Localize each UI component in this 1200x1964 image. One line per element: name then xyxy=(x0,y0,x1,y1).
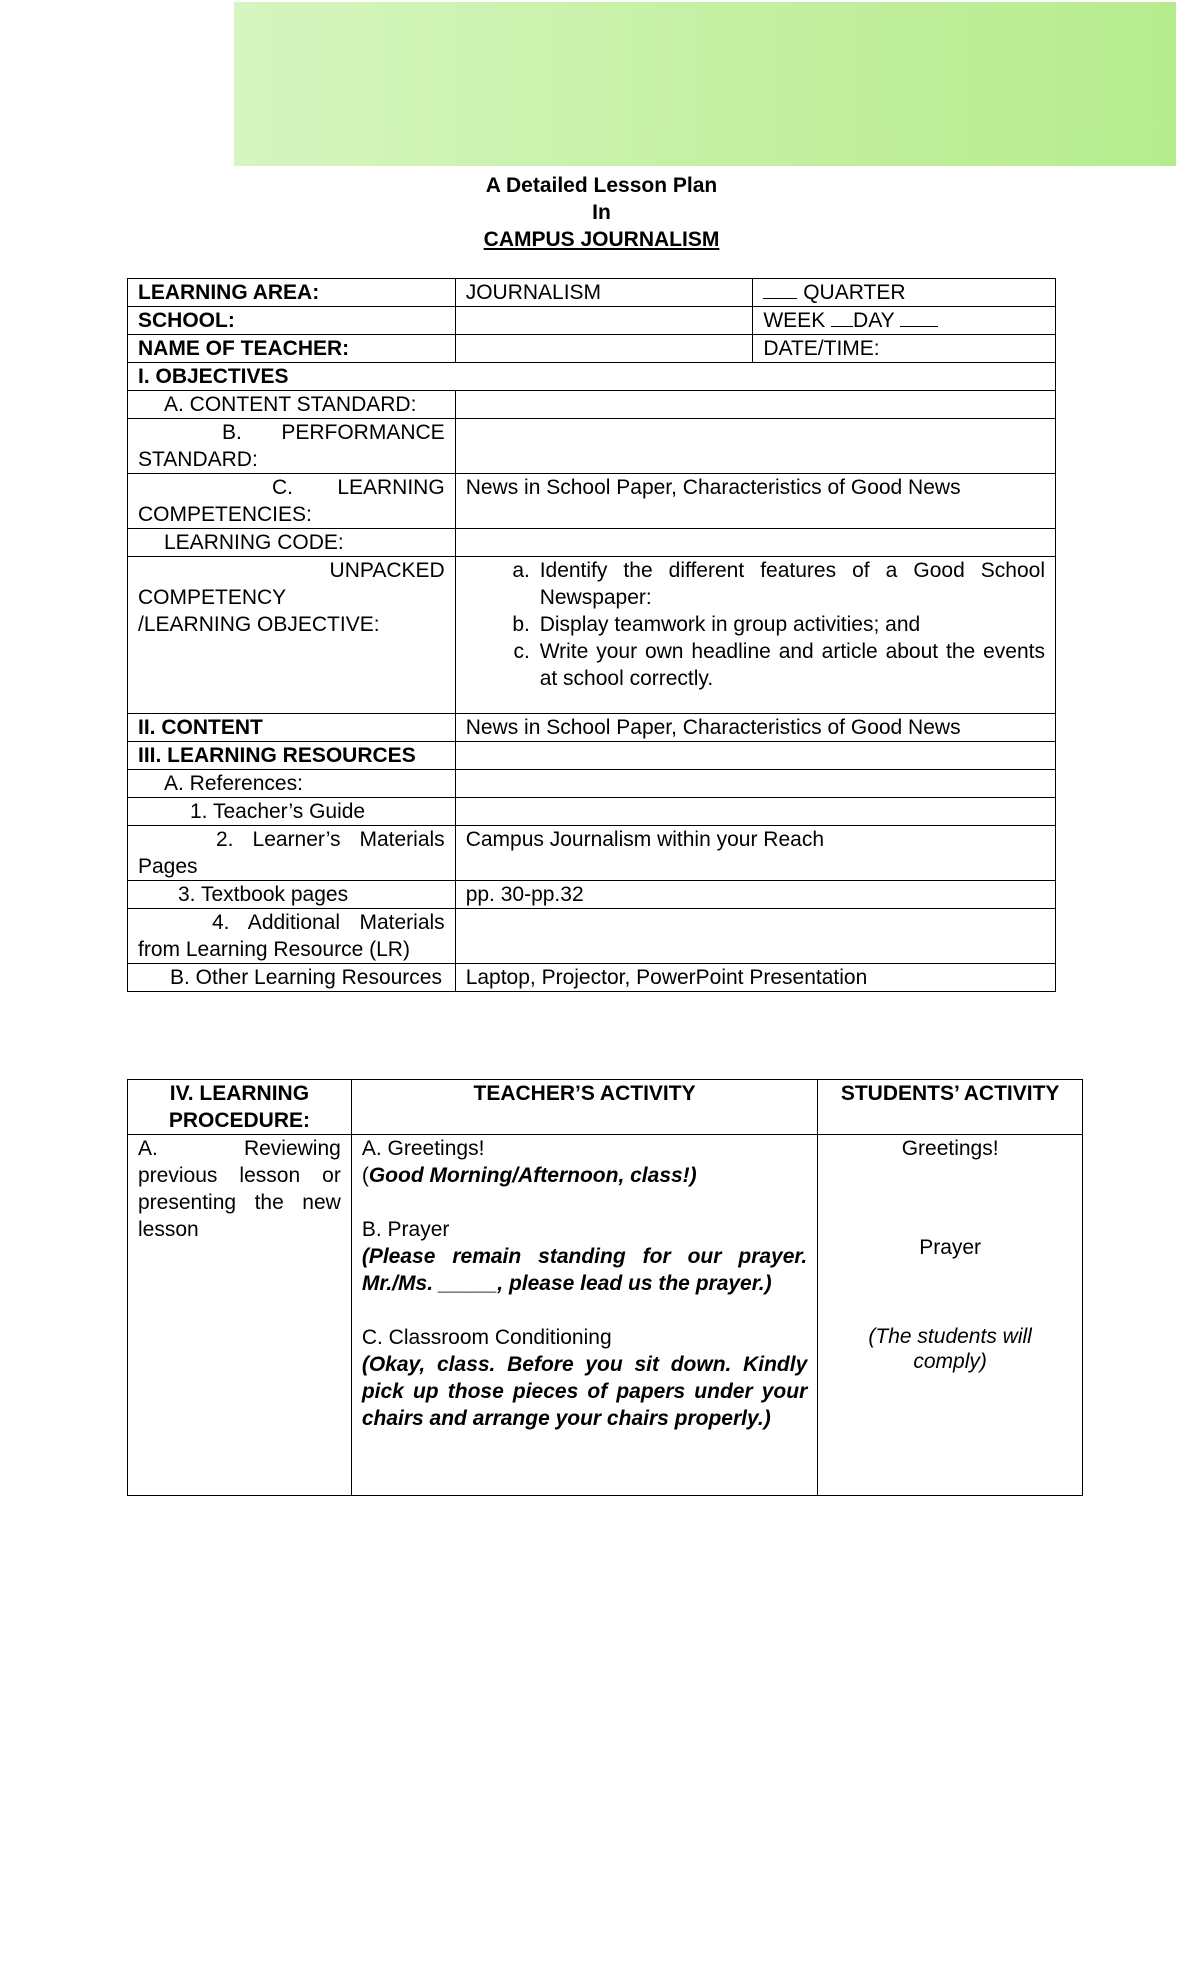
week-day-cell xyxy=(753,307,1056,335)
lesson-info-table xyxy=(127,278,1056,992)
step-label: A. Reviewing previous lesson or presenting the new lesson xyxy=(128,1135,352,1496)
content-standard-label: A. CONTENT STANDARD: xyxy=(128,391,456,419)
day-label: DAY xyxy=(853,309,895,332)
content-heading: II. CONTENT xyxy=(128,714,456,742)
datetime-label: DATE/TIME: xyxy=(753,335,1056,363)
learners-materials-label: 2. Learner’s Materials Pages xyxy=(128,826,456,881)
title-line-2: In xyxy=(592,201,611,224)
conditioning-text: (Okay, class. Before you sit down. Kindly pick up those pieces of papers under your chairs and arrange your chairs properly.) xyxy=(361,1353,808,1430)
row-additional xyxy=(128,909,1056,964)
unpacked-cell: UNPACKED COMPETENCY /LEARNING OBJECTIVE: xyxy=(128,557,456,714)
procedure-header-row xyxy=(128,1080,1083,1135)
student-comply: (The students will comply) xyxy=(868,1325,1032,1373)
school-label: SCHOOL: xyxy=(128,307,456,335)
additional-label: 4. Additional Materials from Learning Resource (LR) xyxy=(128,909,456,964)
row-learning-code xyxy=(128,529,1056,557)
content-standard-value xyxy=(455,391,1055,419)
week-label: WEEK xyxy=(763,309,826,332)
additional-value xyxy=(455,909,1055,964)
row-content-standard xyxy=(128,391,1056,419)
student-activity-cell xyxy=(818,1135,1083,1496)
textbook-label: 3. Textbook pages xyxy=(128,881,456,909)
greetings-line: (Good Morning/Afternoon, class!) xyxy=(361,1164,697,1187)
student-prayer: Prayer xyxy=(919,1236,982,1259)
procedure-row xyxy=(128,1135,1083,1496)
row-teacher xyxy=(128,335,1056,363)
row-learners-materials xyxy=(128,826,1056,881)
learning-code-value xyxy=(455,529,1055,557)
row-learning-competencies xyxy=(128,474,1056,529)
row-references xyxy=(128,770,1056,798)
teachers-guide-label: 1. Teacher’s Guide xyxy=(128,798,456,826)
row-learning-area xyxy=(128,279,1056,307)
learning-area-value: JOURNALISM xyxy=(455,279,753,307)
teacher-label: NAME OF TEACHER: xyxy=(128,335,456,363)
greetings-label: A. Greetings! xyxy=(361,1137,485,1160)
resources-heading: III. LEARNING RESOURCES xyxy=(128,742,456,770)
title-line-1: A Detailed Lesson Plan xyxy=(485,174,718,197)
student-activity-header: STUDENTS’ ACTIVITY xyxy=(818,1080,1083,1135)
row-textbook xyxy=(128,881,1056,909)
learners-materials-value: Campus Journalism within your Reach xyxy=(455,826,1055,881)
objective-item: c. Write your own headline and article about the events at school correctly. xyxy=(536,638,1045,692)
row-unpacked xyxy=(128,557,1056,714)
teachers-guide-value xyxy=(455,798,1055,826)
objective-item: b. Display teamwork in group activities; and xyxy=(536,611,1045,638)
performance-standard-label: B. PERFORMANCE STANDARD: xyxy=(128,419,456,474)
learning-area-label: LEARNING AREA: xyxy=(128,279,456,307)
other-value: Laptop, Projector, PowerPoint Presentation xyxy=(455,964,1055,992)
content-value: News in School Paper, Characteristics of Good News xyxy=(455,714,1055,742)
row-resources-heading xyxy=(128,742,1056,770)
procedure-table xyxy=(127,1079,1083,1496)
learning-competencies-value: News in School Paper, Characteristics of Good News xyxy=(455,474,1055,529)
document-title xyxy=(0,172,1200,253)
other-label: B. Other Learning Resources xyxy=(128,964,456,992)
objective-item: a. Identify the different features of a Good School Newspaper: xyxy=(536,557,1045,611)
objectives-list-cell xyxy=(455,557,1055,714)
student-greetings: Greetings! xyxy=(901,1137,999,1160)
teacher-value xyxy=(455,335,753,363)
references-value xyxy=(455,770,1055,798)
performance-standard-value xyxy=(455,419,1055,474)
greetings-text: Good Morning/Afternoon, class!) xyxy=(368,1164,697,1187)
objectives-heading: I. OBJECTIVES xyxy=(128,363,1056,391)
row-objectives-heading xyxy=(128,363,1056,391)
references-label: A. References: xyxy=(128,770,456,798)
prayer-label: B. Prayer xyxy=(361,1218,450,1241)
resources-heading-blank xyxy=(455,742,1055,770)
teacher-activity-header: TEACHER’S ACTIVITY xyxy=(351,1080,817,1135)
objectives-list xyxy=(466,557,1045,692)
header-banner xyxy=(234,2,1176,166)
textbook-value: pp. 30-pp.32 xyxy=(455,881,1055,909)
row-school xyxy=(128,307,1056,335)
title-line-3: CAMPUS JOURNALISM xyxy=(483,228,720,251)
procedure-header: IV. LEARNING PROCEDURE: xyxy=(128,1080,352,1135)
learning-code-label: LEARNING CODE: xyxy=(128,529,456,557)
conditioning-label: C. Classroom Conditioning xyxy=(361,1326,612,1349)
row-content xyxy=(128,714,1056,742)
row-performance-standard xyxy=(128,419,1056,474)
prayer-text: (Please remain standing for our prayer. Mr./Ms. _____, please lead us the prayer.) xyxy=(361,1245,808,1295)
quarter-cell xyxy=(753,279,1056,307)
teacher-activity-cell xyxy=(351,1135,817,1496)
row-other xyxy=(128,964,1056,992)
school-value xyxy=(455,307,753,335)
learning-competencies-label: C. LEARNING COMPETENCIES: xyxy=(128,474,456,529)
row-teachers-guide xyxy=(128,798,1056,826)
quarter-label: QUARTER xyxy=(803,281,906,304)
